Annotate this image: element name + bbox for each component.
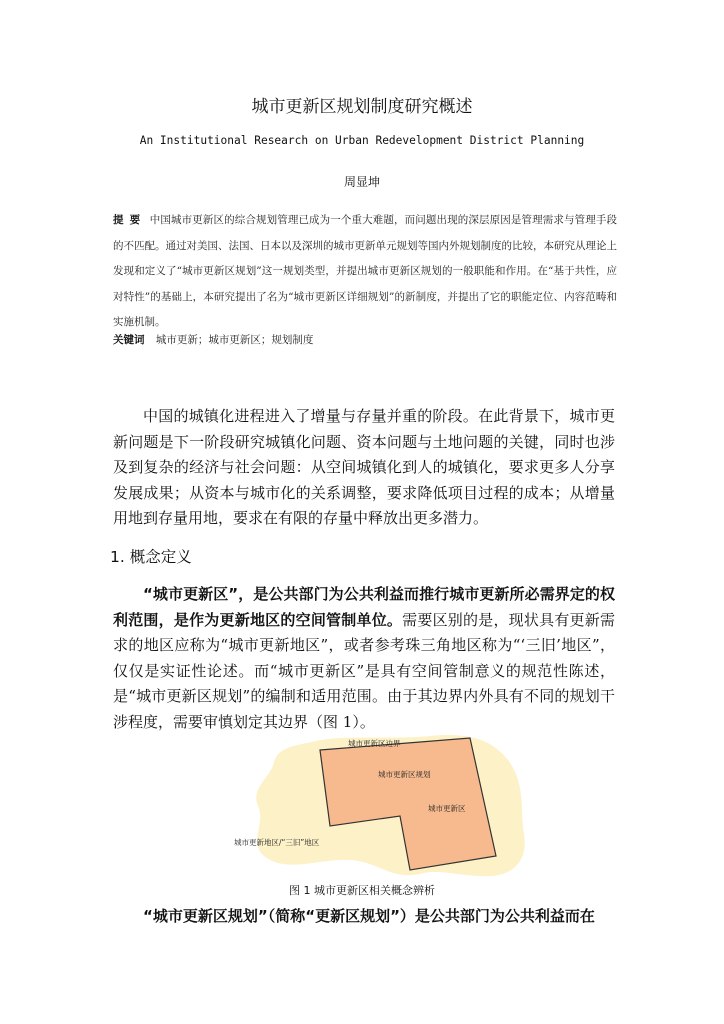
abstract-text: 中国城市更新区的综合规划管理已成为一个重大难题，而问题出现的深层原因是管理需求与管理手段的不匹配。通过对美国、法国、日本以及深圳的城市更新单元规划等国内外规划制度的比较，本研究从理论上发现和定义了“城市更新区规划”这一规划类型，并提出城市更新区规划的一般职能和作用。在“基于共性，应对特性”的基础上，本研究提出了名为“城市更新区详细规划”的新制度，并提出了它的职能定位、内容范畴和实施机制。 (113, 214, 618, 328)
label-district: 城市更新区 (428, 804, 466, 813)
figure-1 (230, 730, 530, 880)
label-boundary: 城市更新区边界 (348, 739, 401, 748)
keywords-label: 关键词 (113, 334, 145, 346)
paragraph-plan-definition: “城市更新区规划”（简称“更新区规划”）是公共部门为公共利益而在 (143, 907, 595, 925)
definition-rest-text: 需要区别的是，现状具有更新需求的地区应称为“城市更新地区”，或者参考珠三角地区称为“‘三旧’地区”，仅仅是实证性论述。而“城市更新区”是具有空间管制意义的规范性陈述，是“城市更新区规划”的编制和适用范围。由于其边界内外具有不同的规划干涉程度，需要审慎划定其边界（图 1）。 (113, 610, 615, 731)
abstract (113, 208, 617, 336)
paper-title: 城市更新区规划制度研究概述 (251, 97, 473, 117)
keywords-text: 城市更新；城市更新区；规划制度 (155, 334, 314, 346)
label-plan: 城市更新区规划 (378, 770, 431, 779)
abstract-label: 提要 (113, 214, 147, 226)
concept-diagram (230, 730, 530, 880)
section-heading-1: 1. 概念定义 (110, 548, 192, 566)
author-name: 周显坤 (343, 175, 380, 189)
label-area: 城市更新地区/“三旧”地区 (234, 838, 320, 847)
figure-caption: 图 1 城市更新区相关概念辨析 (289, 884, 435, 897)
paragraph-definition (113, 582, 615, 736)
keywords (113, 332, 313, 347)
definition-bold-text: “城市更新区”，是公共部门为公共利益而推行城市更新所必需界定的权利范围，是作为更新地区的空间管制单位。 (113, 585, 615, 629)
paper-subtitle: An Institutional Research on Urban Redevelopment District Planning (139, 134, 585, 147)
paragraph-intro: 中国的城镇化进程进入了增量与存量并重的阶段。在此背景下，城市更新问题是下一阶段研究城镇化问题、资本问题与土地问题的关键，同时也涉及到复杂的经济与社会问题：从空间城镇化到人的城镇化，要求更多人分享发展成果；从资本与城市化的关系调整，要求降低项目过程的成本；从增量用地到存量用地，要求在有限的存量中释放出更多潜力。 (113, 407, 615, 528)
